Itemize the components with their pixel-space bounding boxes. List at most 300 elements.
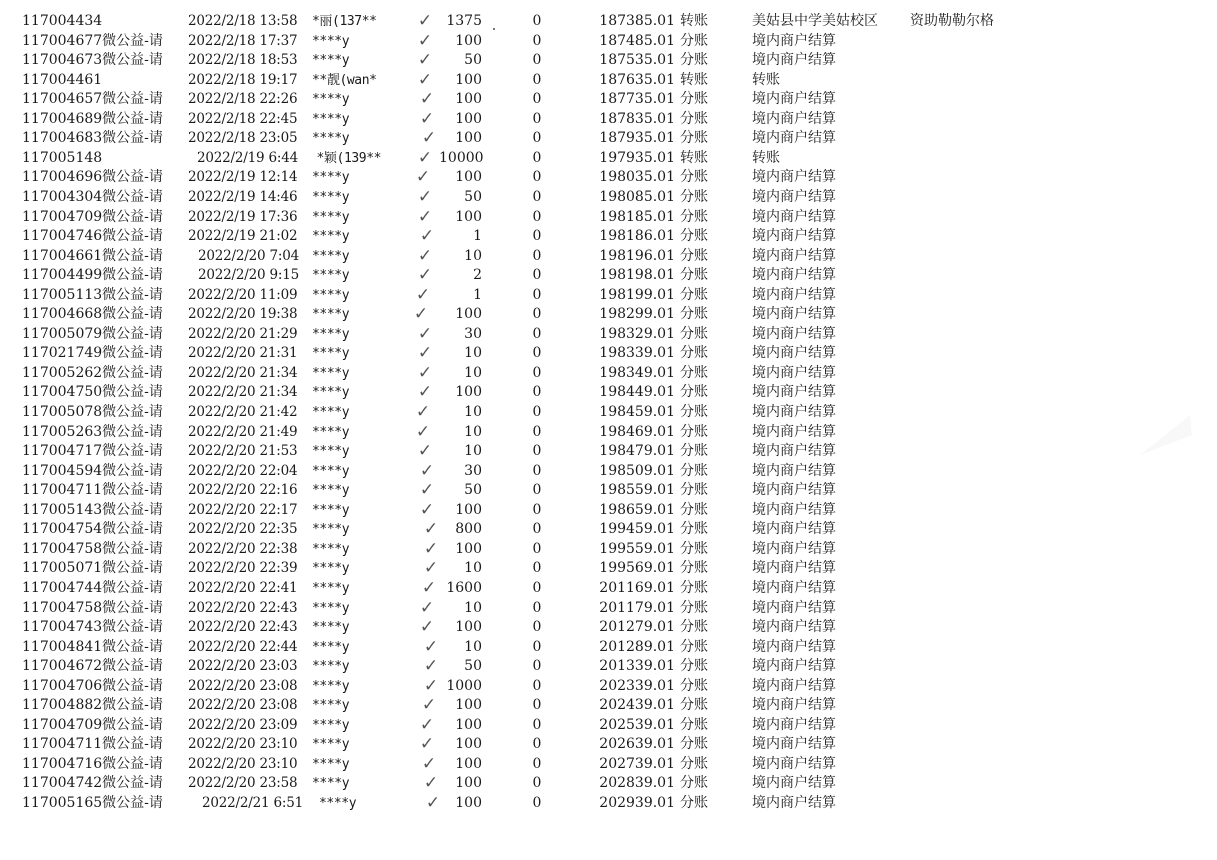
balance: 187935.01 [599,130,675,147]
transaction-id: 117004673微公益-请 [22,52,163,69]
balance: 202639.01 [599,736,675,753]
description: 境内商户结算 [752,795,836,811]
transaction-type: 分账 [680,658,708,675]
check-mark-icon: ✓ [419,480,435,501]
amount: 10 [464,423,482,440]
transaction-type: 分账 [680,228,708,245]
transaction-datetime: 2022/2/20 22:38 [188,540,298,557]
check-mark-icon: ✓ [421,128,437,149]
description: 境内商户结算 [752,775,836,792]
description: 境内商户结算 [752,404,836,420]
check-mark-icon: ✓ [419,714,435,735]
payer-name: ****y [312,405,350,420]
check-mark-icon: ✓ [417,245,433,266]
payer-name: ****y [312,541,350,557]
balance: 198198.01 [599,267,675,284]
description: 境内商户结算 [752,443,836,460]
debit-amount: 0 [532,188,542,205]
transaction-type: 分账 [680,286,708,303]
description: 境内商户结算 [752,638,836,655]
transaction-type: 分账 [680,188,708,205]
transaction-id: 117004696微公益-请 [22,169,163,186]
debit-amount: 0 [532,267,542,284]
debit-amount: 0 [532,599,542,616]
debit-amount: 0 [532,540,542,557]
transaction-id: 117004758微公益-请 [22,540,163,557]
table-row [0,32,1217,52]
transaction-type: 分账 [680,697,708,714]
amount: 100 [455,32,482,49]
transaction-datetime: 2022/2/20 23:10 [188,736,298,753]
transaction-id: 117004661微公益-请 [22,247,163,264]
description: 境内商户结算 [752,658,836,675]
check-mark-icon: ✓ [417,265,433,286]
transaction-datetime: 2022/2/20 21:34 [188,364,298,381]
transaction-type: 分账 [680,130,708,147]
table-row [0,344,1217,364]
check-mark-icon: ✓ [417,382,433,403]
transaction-datetime: 2022/2/19 14:46 [188,188,298,205]
amount: 100 [455,540,482,557]
check-mark-icon: ✓ [417,206,433,227]
transaction-type: 分账 [680,443,708,460]
debit-amount: 0 [532,638,542,655]
transaction-datetime: 2022/2/20 21:42 [188,404,298,420]
payer-name: *丽(137** [312,14,377,29]
balance: 198469.01 [599,423,675,440]
balance: 198449.01 [599,384,675,401]
table-row [0,90,1217,110]
amount: 100 [455,71,482,88]
payer-name: ****y [312,463,350,479]
transaction-type: 分账 [680,404,708,420]
description: 境内商户结算 [752,619,836,636]
transaction-id: 117005262微公益-请 [22,364,163,381]
transaction-datetime: 2022/2/20 23:09 [188,716,298,733]
transaction-type: 转账 [680,13,708,29]
table-row [0,129,1217,149]
transaction-id: 117005165微公益-请 [22,795,163,811]
table-row [0,247,1217,267]
payer-name: ****y [312,248,350,264]
description: 境内商户结算 [752,208,836,225]
description: 境内商户结算 [752,384,836,401]
transaction-id: 117004434 [22,13,103,29]
description: 境内商户结算 [752,716,836,733]
amount: 100 [455,306,482,323]
transaction-id: 117004711微公益-请 [22,482,163,499]
debit-amount: 0 [532,423,542,440]
amount: 100 [455,697,482,714]
balance: 187535.01 [599,52,675,69]
table-row [0,12,1217,32]
check-mark-icon: ✓ [419,734,435,755]
amount: 10 [464,599,482,616]
payer-name: ****y [312,522,350,538]
transaction-type: 分账 [680,345,708,362]
payer-name: ****y [312,678,350,694]
balance: 202939.01 [599,795,675,811]
payer-name: ****y [312,111,350,127]
balance: 201279.01 [599,619,675,636]
description: 境内商户结算 [752,32,836,49]
payer-name: ****y [312,346,350,362]
description: 境内商户结算 [752,286,836,303]
check-mark-icon: ✓ [423,773,439,794]
debit-amount: 0 [532,736,542,753]
amount: 10 [464,443,482,460]
amount: 50 [464,482,482,499]
check-mark-icon: ✓ [423,675,439,696]
payer-name: *颖(139** [316,150,382,166]
transaction-type: 分账 [680,619,708,636]
balance: 202439.01 [599,697,675,714]
transaction-id: 117004709微公益-请 [22,208,163,225]
transaction-datetime: 2022/2/20 22:04 [188,462,298,479]
description: 转账 [752,71,780,88]
description: 境内商户结算 [752,228,836,245]
transaction-type: 分账 [680,306,708,323]
debit-amount: 0 [532,658,542,675]
debit-amount: 0 [532,364,542,381]
table-row [0,677,1217,697]
amount: 1600 [446,579,482,596]
transaction-type: 分账 [680,501,708,518]
debit-amount: 0 [532,482,542,499]
table-row [0,657,1217,677]
table-row [0,71,1217,91]
description: 美姑县中学美姑校区 [752,13,878,29]
payer-name: ****y [312,756,350,772]
transaction-datetime: 2022/2/20 22:43 [188,619,298,636]
balance: 198085.01 [599,188,675,205]
transaction-id: 117005148 [22,149,103,166]
payer-name: ****y [312,483,350,499]
transaction-id: 117004758微公益-请 [22,599,163,616]
check-mark-icon: ✓ [423,519,439,540]
transaction-datetime: 2022/2/19 17:36 [188,208,298,225]
transaction-type: 分账 [680,247,708,264]
debit-amount: 0 [532,306,542,323]
balance: 187485.01 [599,32,675,49]
debit-amount: 0 [532,52,542,69]
description: 境内商户结算 [752,579,836,596]
transaction-type: 分账 [680,716,708,733]
table-row [0,618,1217,638]
transaction-type: 转账 [680,71,708,88]
transaction-type: 分账 [680,579,708,596]
payer-name: **靓(wan* [312,72,377,88]
transaction-datetime: 2022/2/20 21:29 [188,325,298,342]
payer-name: ****y [312,92,350,108]
payer-name: ****y [312,776,350,792]
transaction-type: 分账 [680,775,708,792]
table-row [0,716,1217,736]
description: 境内商户结算 [752,755,836,772]
transaction-datetime: 2022/2/18 18:53 [188,52,298,69]
debit-amount: 0 [532,91,542,108]
transaction-type: 转账 [680,149,708,166]
transaction-datetime: 2022/2/20 23:10 [188,755,298,772]
description: 境内商户结算 [752,325,836,342]
balance: 198035.01 [599,169,675,186]
table-row [0,638,1217,658]
amount: 100 [455,795,482,811]
balance: 202839.01 [599,775,675,792]
check-mark-icon: ✓ [419,460,435,481]
description: 境内商户结算 [752,677,836,694]
transaction-datetime: 2022/2/20 7:04 [198,247,300,264]
transaction-id: 117004750微公益-请 [22,384,163,401]
description: 境内商户结算 [752,560,836,577]
payer-name: ****y [312,209,350,225]
transaction-datetime: 2022/2/20 22:39 [188,560,298,577]
check-mark-icon: ✓ [417,186,433,207]
table-row [0,501,1217,521]
header-note: 资助勒勒尔格 [910,13,994,29]
debit-amount: 0 [532,32,542,49]
description: 境内商户结算 [752,521,836,538]
balance: 199459.01 [599,521,675,538]
transaction-id: 117004304微公益-请 [22,188,163,205]
payer-name: ****y [312,502,350,518]
transaction-id: 117004716微公益-请 [22,755,163,772]
check-mark-icon: ✓ [419,89,435,110]
transaction-id: 117005079微公益-请 [22,325,163,342]
transaction-id: 117004683微公益-请 [22,130,163,147]
check-mark-icon: ✓ [413,304,429,325]
transaction-type: 分账 [680,677,708,694]
transaction-id: 117004499微公益-请 [22,267,163,284]
amount: 100 [455,110,482,127]
transaction-id: 117004841微公益-请 [22,638,163,655]
payer-name: ****y [312,53,350,69]
payer-name: ****y [312,307,350,323]
transaction-id: 117004594微公益-请 [22,462,163,479]
debit-amount: 0 [532,697,542,714]
transaction-type: 分账 [680,795,708,811]
check-mark-icon: ✓ [419,108,435,129]
check-mark-icon: ✓ [421,695,437,716]
debit-amount: 0 [532,795,542,811]
payer-name: ****y [312,326,350,342]
transaction-id: 117005263微公益-请 [22,423,163,440]
description: 境内商户结算 [752,697,836,714]
table-row [0,403,1217,423]
table-row [0,305,1217,325]
balance: 202739.01 [599,755,675,772]
table-row [0,325,1217,345]
check-mark-icon: ✓ [415,167,431,188]
debit-amount: 0 [532,384,542,401]
check-mark-icon: ✓ [421,577,437,598]
check-mark-icon: ✓ [423,656,439,677]
transaction-datetime: 2022/2/20 21:53 [188,443,298,460]
transaction-type: 分账 [680,384,708,401]
payer-name: ****y [312,659,350,675]
amount: 2 [473,267,482,284]
check-mark-icon: ✓ [423,558,439,579]
payer-name: ****y [312,385,350,401]
balance: 187835.01 [599,110,675,127]
debit-amount: 0 [532,169,542,186]
table-row [0,208,1217,228]
table-row [0,794,1217,814]
amount: 100 [455,716,482,733]
payer-name: ****y [312,561,350,577]
transaction-id: 117004744微公益-请 [22,579,163,596]
debit-amount: 0 [532,560,542,577]
check-mark-icon: ✓ [419,499,435,520]
transaction-datetime: 2022/2/20 11:09 [188,286,298,303]
transaction-id: 117005071微公益-请 [22,560,163,577]
balance: 198196.01 [599,247,675,264]
transaction-datetime: 2022/2/20 9:15 [198,267,300,284]
transaction-id: 117004746微公益-请 [22,228,163,245]
transaction-id: 117004672微公益-请 [22,658,163,675]
table-row [0,755,1217,775]
transaction-id: 117004461 [22,71,103,88]
payer-name: ****y [312,33,350,49]
payer-name: ****y [312,580,350,596]
payer-name: ****y [312,365,350,381]
debit-amount: 0 [532,13,542,29]
debit-amount: 0 [532,247,542,264]
check-mark-icon: ✓ [423,538,439,559]
transaction-datetime: 2022/2/20 21:49 [188,423,298,440]
table-row [0,559,1217,579]
description: 境内商户结算 [752,267,836,284]
amount: 10 [464,345,482,362]
transaction-type: 分账 [680,521,708,538]
debit-amount: 0 [532,208,542,225]
debit-amount: 0 [532,521,542,538]
table-row [0,364,1217,384]
amount: 50 [464,52,482,69]
transaction-type: 分账 [680,32,708,49]
transaction-datetime: 2022/2/20 23:08 [188,697,298,714]
transaction-datetime: 2022/2/20 22:17 [188,501,298,518]
transaction-type: 分账 [680,540,708,557]
amount: 100 [455,91,482,108]
payer-name: ****y [312,444,350,460]
description: 境内商户结算 [752,423,836,440]
balance: 198186.01 [599,228,675,245]
description: 境内商户结算 [752,130,836,147]
payer-name: ****y [312,170,350,186]
balance: 198659.01 [599,501,675,518]
debit-amount: 0 [532,501,542,518]
check-mark-icon: ✓ [417,362,433,383]
check-mark-icon: ✓ [417,147,433,168]
payer-name: ****y [312,717,350,733]
debit-amount: 0 [532,228,542,245]
transaction-datetime: 2022/2/18 19:17 [188,71,298,88]
description: 境内商户结算 [752,169,836,186]
check-mark-icon: ✓ [417,323,433,344]
transaction-datetime: 2022/2/19 12:14 [188,169,298,186]
transaction-type: 分账 [680,364,708,381]
description: 境内商户结算 [752,482,836,499]
amount: 100 [455,130,482,147]
check-mark-icon: ✓ [415,421,431,442]
transaction-type: 分账 [680,482,708,499]
amount: 100 [455,755,482,772]
payer-name: ****y [312,737,350,753]
payer-name: ****y [312,424,350,440]
balance: 202539.01 [599,716,675,733]
debit-amount: 0 [532,345,542,362]
balance: 198299.01 [599,306,675,323]
check-mark-icon: ✓ [417,11,433,31]
transaction-id: 117004689微公益-请 [22,110,163,127]
transaction-id: 117004717微公益-请 [22,443,163,460]
debit-amount: 0 [532,404,542,420]
balance: 198479.01 [599,443,675,460]
transaction-id: 117005143微公益-请 [22,501,163,518]
description: 境内商户结算 [752,247,836,264]
debit-amount: 0 [532,110,542,127]
check-mark-icon: ✓ [415,402,431,422]
description: 境内商户结算 [752,364,836,381]
table-row [0,266,1217,286]
check-mark-icon: ✓ [417,69,433,90]
balance: 201179.01 [599,599,675,616]
balance: 198339.01 [599,345,675,362]
debit-amount: 0 [532,775,542,792]
description: 境内商户结算 [752,91,836,108]
transaction-id: 117004754微公益-请 [22,521,163,538]
table-row [0,520,1217,540]
amount: 50 [464,188,482,205]
amount: 1000 [446,677,482,694]
check-mark-icon: ✓ [421,753,437,774]
table-row [0,774,1217,794]
debit-amount: 0 [532,286,542,303]
balance: 199559.01 [599,540,675,557]
transaction-datetime: 2022/2/19 6:44 [197,149,299,166]
transaction-datetime: 2022/2/21 6:51 [202,795,304,811]
description: 境内商户结算 [752,345,836,362]
transaction-datetime: 2022/2/20 22:41 [188,579,298,596]
transaction-id: 117004743微公益-请 [22,619,163,636]
check-mark-icon: ✓ [417,441,433,462]
transaction-datetime: 2022/2/18 22:45 [188,110,298,127]
table-row [0,168,1217,188]
balance: 198185.01 [599,208,675,225]
transaction-datetime: 2022/2/20 22:43 [188,599,298,616]
description: 境内商户结算 [752,501,836,518]
amount: 30 [464,462,482,479]
transaction-type: 分账 [680,638,708,655]
debit-amount: 0 [532,619,542,636]
transaction-datetime: 2022/2/20 21:34 [188,384,298,401]
amount: 100 [455,169,482,186]
transaction-id: 117004709微公益-请 [22,716,163,733]
table-row [0,481,1217,501]
payer-name: ****y [312,620,350,636]
check-mark-icon: ✓ [423,636,439,657]
transaction-datetime: 2022/2/20 23:03 [188,658,298,675]
description: 境内商户结算 [752,188,836,205]
transaction-datetime: 2022/2/18 23:05 [188,130,298,147]
check-mark-icon: ✓ [419,617,435,638]
table-row [0,110,1217,130]
payer-name: ****y [312,229,350,245]
transaction-type: 分账 [680,52,708,69]
debit-amount: 0 [532,149,542,166]
transaction-datetime: 2022/2/18 17:37 [188,32,298,49]
